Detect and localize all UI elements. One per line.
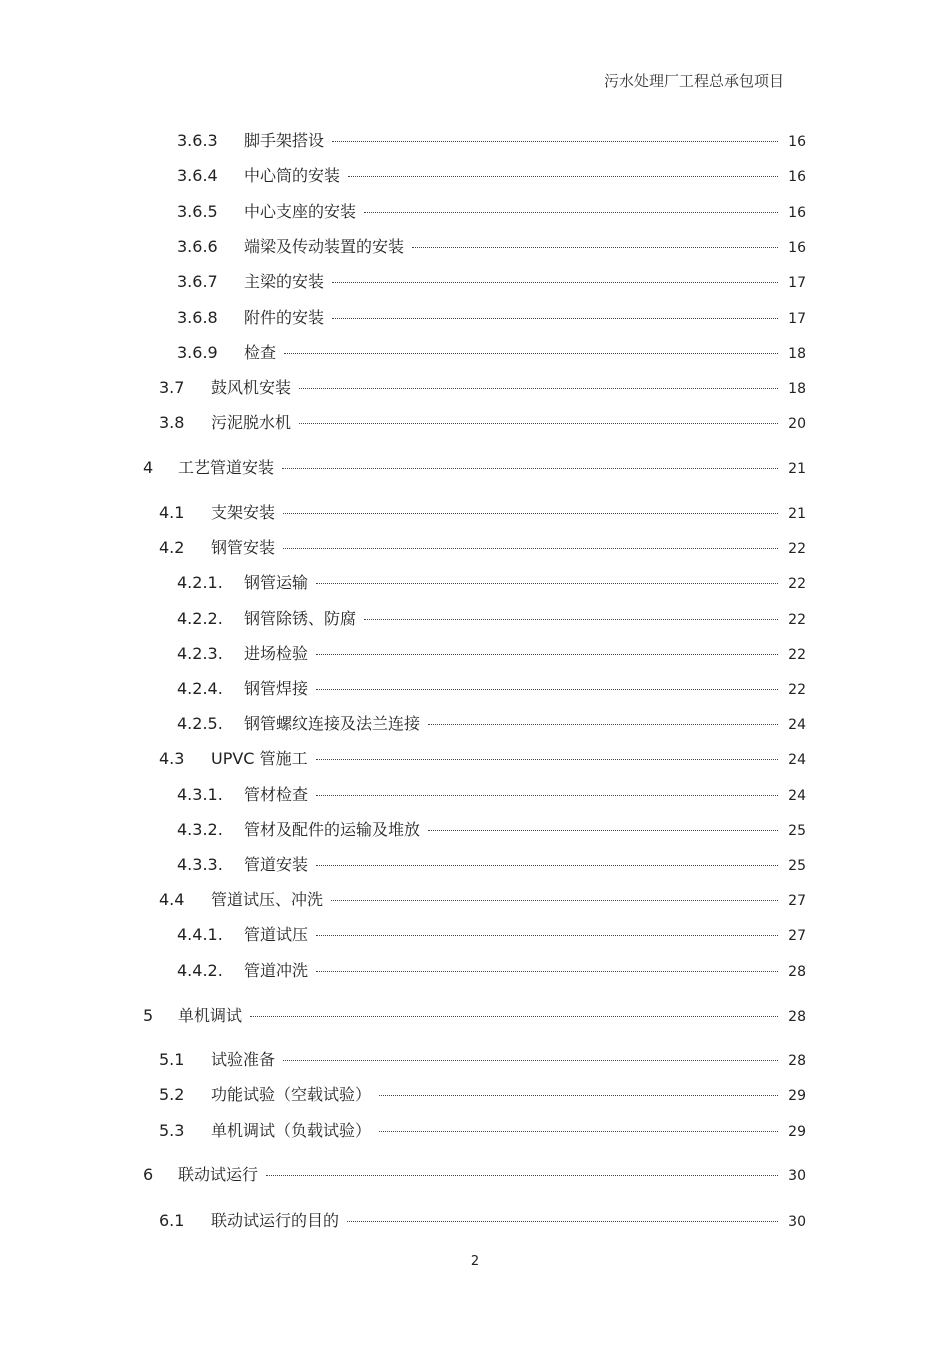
- dot-leader: [379, 1095, 778, 1096]
- toc-entry-page: 27: [788, 928, 806, 944]
- toc-entry-title: 联动试运行: [178, 1165, 259, 1184]
- toc-entry-page: 17: [788, 275, 806, 291]
- toc-entry-number: 4.4.1.: [177, 925, 223, 944]
- dot-leader: [428, 724, 778, 725]
- toc-entry-number: 4.3.3.: [177, 855, 223, 874]
- toc-entry-title: 鼓风机安装: [211, 378, 292, 397]
- dot-leader: [316, 935, 778, 936]
- toc-entry-page: 22: [788, 682, 806, 698]
- dot-leader: [316, 583, 778, 584]
- toc-entry-number: 4.2.4.: [177, 679, 223, 698]
- dot-leader: [299, 423, 778, 424]
- toc-entry-number: 4.1: [159, 503, 185, 522]
- toc-entry-number: 5.1: [159, 1050, 185, 1069]
- toc-entry[interactable]: [159, 746, 806, 768]
- toc-entry-number: 5.2: [159, 1085, 185, 1104]
- toc-entry-page: 22: [788, 576, 806, 592]
- toc-entry-page: 16: [788, 240, 806, 256]
- dot-leader: [284, 353, 778, 354]
- toc-entry[interactable]: [177, 782, 806, 804]
- toc-entry[interactable]: [177, 606, 806, 628]
- toc-entry[interactable]: [177, 958, 806, 980]
- running-header: 污水处理厂工程总承包项目: [603, 72, 784, 90]
- toc-entry-title: 附件的安装: [244, 308, 325, 327]
- toc-entry-number: 4.2.2.: [177, 609, 223, 628]
- toc-entry-title: 检查: [244, 343, 277, 362]
- dot-leader: [316, 971, 778, 972]
- dot-leader: [412, 247, 778, 248]
- toc-entry-title: 进场检验: [244, 644, 309, 663]
- dot-leader: [316, 865, 778, 866]
- toc-entry-number: 5: [143, 1006, 154, 1025]
- toc-entry[interactable]: [177, 199, 806, 221]
- dot-leader: [347, 1221, 778, 1222]
- toc-entry[interactable]: [159, 1047, 806, 1069]
- toc-entry[interactable]: [177, 305, 806, 327]
- dot-leader: [283, 1060, 778, 1061]
- toc-entry-page: 18: [788, 381, 806, 397]
- toc-entry-page: 25: [788, 858, 806, 874]
- toc-entry-title: 管材检查: [244, 785, 309, 804]
- toc-entry-page: 28: [788, 1053, 806, 1069]
- toc-entry-title: 管道冲洗: [244, 961, 309, 980]
- toc-entry-page: 24: [788, 752, 806, 768]
- toc-entry-number: 3.6.6: [177, 237, 218, 256]
- toc-entry-number: 3.6.4: [177, 166, 218, 185]
- toc-entry-title: 功能试验（空载试验）: [211, 1085, 372, 1104]
- toc-entry[interactable]: [177, 922, 806, 944]
- toc-entry-page: 30: [788, 1214, 806, 1230]
- toc-entry[interactable]: [177, 641, 806, 663]
- toc-entry-title: 管道试压、冲洗: [211, 890, 324, 909]
- toc-entry-number: 4.3.2.: [177, 820, 223, 839]
- toc-entry[interactable]: [177, 817, 806, 839]
- toc-entry-title: 污泥脱水机: [211, 413, 292, 432]
- page-number: 2: [470, 1254, 480, 1269]
- dot-leader: [332, 318, 778, 319]
- toc-entry-page: 16: [788, 134, 806, 150]
- dot-leader: [299, 388, 778, 389]
- dot-leader: [364, 619, 778, 620]
- toc-entry[interactable]: [177, 676, 806, 698]
- toc-entry-title: 单机调试: [178, 1006, 243, 1025]
- toc-entry-page: 29: [788, 1088, 806, 1104]
- toc-entry-page: 24: [788, 717, 806, 733]
- toc-entry-page: 21: [788, 506, 806, 522]
- toc-entry-page: 30: [788, 1168, 806, 1184]
- toc-entry-number: 3.6.8: [177, 308, 218, 327]
- toc-entry-number: 4.3.1.: [177, 785, 223, 804]
- toc-entry-number: 4.4.2.: [177, 961, 223, 980]
- toc-entry-title: 钢管螺纹连接及法兰连接: [244, 714, 421, 733]
- toc-entry-number: 3.6.3: [177, 131, 218, 150]
- toc-entry-title: 管道试压: [244, 925, 309, 944]
- toc-entry-number: 4.2: [159, 538, 185, 557]
- toc-entry-title: UPVC 管施工: [211, 749, 308, 768]
- toc-entry-title: 试验准备: [211, 1050, 276, 1069]
- toc-entry-title: 管材及配件的运输及堆放: [244, 820, 421, 839]
- toc-entry[interactable]: [177, 128, 806, 150]
- toc-entry-page: 28: [788, 1009, 806, 1025]
- toc-entry-page: 21: [788, 461, 806, 477]
- dot-leader: [283, 513, 778, 514]
- toc-entry-number: 4.2.3.: [177, 644, 223, 663]
- toc-entry-title: 钢管安装: [211, 538, 276, 557]
- toc-entry[interactable]: [159, 887, 806, 909]
- toc-entry-page: 22: [788, 612, 806, 628]
- toc-entry-title: 单机调试（负载试验）: [211, 1121, 372, 1140]
- dot-leader: [250, 1016, 778, 1017]
- toc-entry-number: 4.3: [159, 749, 185, 768]
- toc-entry-number: 6: [143, 1165, 154, 1184]
- toc-entry-number: 3.6.7: [177, 272, 218, 291]
- toc-entry-title: 支架安装: [211, 503, 276, 522]
- toc-entry-title: 主梁的安装: [244, 272, 325, 291]
- toc-entry-page: 27: [788, 893, 806, 909]
- toc-entry-number: 4.2.5.: [177, 714, 223, 733]
- dot-leader: [348, 176, 778, 177]
- toc-entry-number: 6.1: [159, 1211, 185, 1230]
- toc-entry-page: 28: [788, 964, 806, 980]
- toc-entry-title: 钢管运输: [244, 573, 309, 592]
- dot-leader: [364, 212, 778, 213]
- toc-entry-page: 17: [788, 311, 806, 327]
- toc-entry-number: 3.6.9: [177, 343, 218, 362]
- toc-entry-page: 22: [788, 647, 806, 663]
- toc-entry-page: 29: [788, 1124, 806, 1140]
- toc-entry[interactable]: [143, 1162, 806, 1184]
- dot-leader: [316, 654, 778, 655]
- toc-entry-page: 16: [788, 169, 806, 185]
- dot-leader: [282, 468, 778, 469]
- toc-entry-page: 20: [788, 416, 806, 432]
- toc-entry[interactable]: [177, 163, 806, 185]
- toc-entry-title: 工艺管道安装: [178, 458, 275, 477]
- toc-entry[interactable]: [177, 711, 806, 733]
- dot-leader: [379, 1131, 778, 1132]
- toc-entry-title: 中心筒的安装: [244, 166, 341, 185]
- toc-entry-page: 25: [788, 823, 806, 839]
- toc-entry-title: 中心支座的安装: [244, 202, 357, 221]
- toc-entry-title: 端梁及传动装置的安装: [244, 237, 405, 256]
- dot-leader: [316, 795, 778, 796]
- toc-entry[interactable]: [159, 535, 806, 557]
- toc-entry[interactable]: [177, 852, 806, 874]
- dot-leader: [316, 689, 778, 690]
- toc-entry[interactable]: [159, 1118, 806, 1140]
- dot-leader: [266, 1175, 778, 1176]
- toc-entry-title: 脚手架搭设: [244, 131, 325, 150]
- toc-entry[interactable]: [177, 570, 806, 592]
- toc-entry[interactable]: [159, 500, 806, 522]
- toc-entry-number: 3.6.5: [177, 202, 218, 221]
- toc-entry[interactable]: [159, 410, 806, 432]
- toc-entry-title: 联动试运行的目的: [211, 1211, 340, 1230]
- dot-leader: [331, 900, 778, 901]
- toc-entry[interactable]: [159, 1082, 806, 1104]
- toc-entry[interactable]: [159, 375, 806, 397]
- toc-entry-number: 3.7: [159, 378, 185, 397]
- toc-entry[interactable]: [159, 1208, 806, 1230]
- toc-entry[interactable]: [143, 455, 806, 477]
- dot-leader: [283, 548, 778, 549]
- dot-leader: [428, 830, 778, 831]
- toc-entry[interactable]: [177, 234, 806, 256]
- toc-entry-page: 16: [788, 205, 806, 221]
- toc-entry-number: 4: [143, 458, 154, 477]
- toc-entry[interactable]: [177, 340, 806, 362]
- toc-entry-number: 3.8: [159, 413, 185, 432]
- toc-entry[interactable]: [143, 1003, 806, 1025]
- toc-entry-number: 5.3: [159, 1121, 185, 1140]
- toc-entry[interactable]: [177, 269, 806, 291]
- toc-entry-title: 钢管除锈、防腐: [244, 609, 357, 628]
- toc-entry-page: 18: [788, 346, 806, 362]
- dot-leader: [316, 759, 778, 760]
- toc-entry-number: 4.2.1.: [177, 573, 223, 592]
- toc-entry-page: 24: [788, 788, 806, 804]
- toc-entry-page: 22: [788, 541, 806, 557]
- dot-leader: [332, 282, 778, 283]
- toc-entry-title: 管道安装: [244, 855, 309, 874]
- dot-leader: [332, 141, 778, 142]
- toc-entry-title: 钢管焊接: [244, 679, 309, 698]
- toc-entry-number: 4.4: [159, 890, 185, 909]
